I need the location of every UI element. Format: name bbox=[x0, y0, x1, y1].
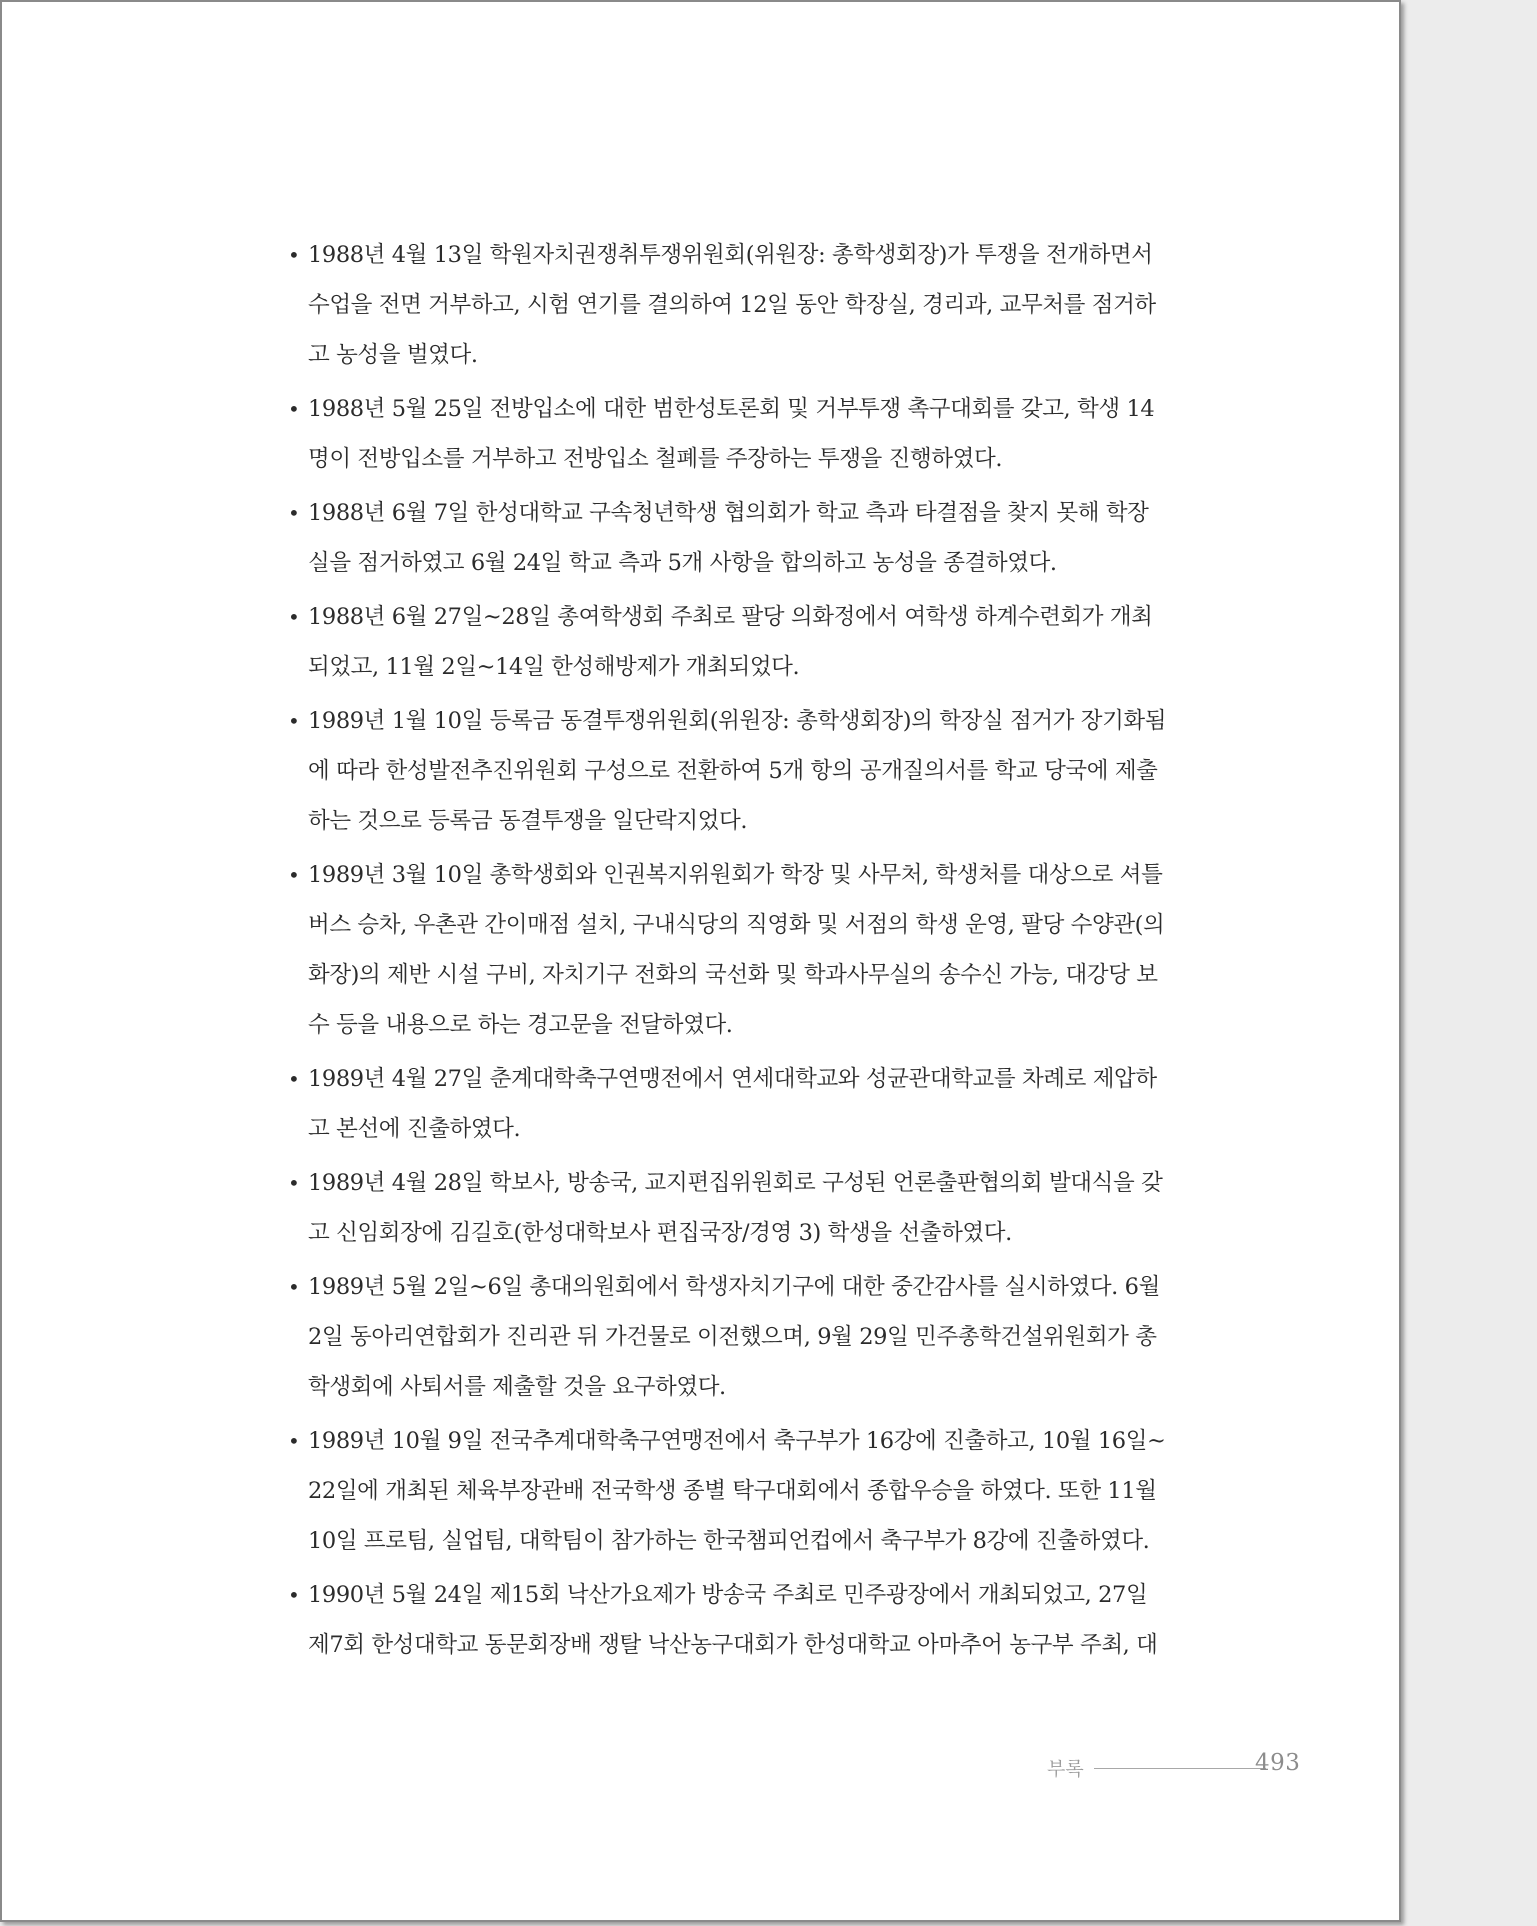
text-line: 2일 동아리연합회가 진리관 뒤 가건물로 이전했으며, 9월 29일 민주총학건설위원회가 총 bbox=[308, 1324, 1157, 1350]
text-line: 1988년 6월 7일 한성대학교 구속청년학생 협의회가 학교 측과 타결점을 찾지 못해 학장 bbox=[308, 500, 1149, 526]
text-line: 고 신임회장에 김길호(한성대학보사 편집국장/경영 3) 학생을 선출하였다. bbox=[308, 1220, 1012, 1246]
text-line: 학생회에 사퇴서를 제출할 것을 요구하였다. bbox=[308, 1374, 726, 1400]
text-line: 10일 프로팀, 실업팀, 대학팀이 참가하는 한국챔피언컵에서 축구부가 8강에 진출하였다. bbox=[308, 1528, 1150, 1554]
list-item bbox=[286, 488, 1221, 588]
list-item bbox=[286, 592, 1221, 692]
list-item bbox=[286, 1416, 1221, 1566]
text-line: 명이 전방입소를 거부하고 전방입소 철폐를 주장하는 투쟁을 진행하였다. bbox=[308, 446, 1003, 472]
bullet-icon: • bbox=[288, 1171, 300, 1195]
page-number: 493 bbox=[1255, 1750, 1301, 1776]
list-item bbox=[286, 696, 1221, 846]
footer-divider bbox=[1094, 1768, 1266, 1769]
text-line: 수 등을 내용으로 하는 경고문을 전달하였다. bbox=[308, 1012, 733, 1038]
list-item bbox=[286, 1262, 1221, 1412]
list-item bbox=[286, 850, 1221, 1050]
text-line: 버스 승차, 우촌관 간이매점 설치, 구내식당의 직영화 및 서점의 학생 운영, 팔당 수양관(의 bbox=[308, 912, 1165, 938]
text-line: 1988년 6월 27일~28일 총여학생회 주최로 팔당 의화정에서 여학생 하계수련회가 개최 bbox=[308, 604, 1153, 630]
text-line: 실을 점거하였고 6월 24일 학교 측과 5개 사항을 합의하고 농성을 종결하였다. bbox=[308, 550, 1057, 576]
text-line: 1989년 3월 10일 총학생회와 인권복지위원회가 학장 및 사무처, 학생처를 대상으로 셔틀 bbox=[308, 862, 1163, 888]
bullet-icon: • bbox=[288, 1583, 300, 1607]
bullet-icon: • bbox=[288, 1429, 300, 1453]
list-item bbox=[286, 230, 1221, 380]
text-line: 22일에 개최된 체육부장관배 전국학생 종별 탁구대회에서 종합우승을 하였다. 또한 11월 bbox=[308, 1478, 1157, 1504]
text-line: 제7회 한성대학교 동문회장배 쟁탈 낙산농구대회가 한성대학교 아마추어 농구부 주최, 대 bbox=[308, 1632, 1158, 1658]
bullet-icon: • bbox=[288, 501, 300, 525]
page-footer bbox=[1047, 1750, 1301, 1780]
text-line: 고 본선에 진출하였다. bbox=[308, 1116, 521, 1142]
footer-section-label: 부록 bbox=[1047, 1758, 1084, 1780]
text-line: 에 따라 한성발전추진위원회 구성으로 전환하여 5개 항의 공개질의서를 학교 당국에 제출 bbox=[308, 758, 1158, 784]
list-item bbox=[286, 1054, 1221, 1154]
text-line: 1989년 4월 28일 학보사, 방송국, 교지편집위원회로 구성된 언론출판협의회 발대식을 갖 bbox=[308, 1170, 1163, 1196]
text-line: 1988년 5월 25일 전방입소에 대한 범한성토론회 및 거부투쟁 촉구대회를 갖고, 학생 14 bbox=[308, 396, 1155, 422]
text-line: 1988년 4월 13일 학원자치권쟁취투쟁위원회(위원장: 총학생회장)가 투쟁을 전개하면서 bbox=[308, 242, 1153, 268]
text-line: 수업을 전면 거부하고, 시험 연기를 결의하여 12일 동안 학장실, 경리과, 교무처를 점거하 bbox=[308, 292, 1156, 318]
bullet-icon: • bbox=[288, 243, 300, 267]
text-line: 고 농성을 벌였다. bbox=[308, 342, 478, 368]
text-line: 1989년 10월 9일 전국추계대학축구연맹전에서 축구부가 16강에 진출하고, 10월 16일~ bbox=[308, 1428, 1166, 1454]
text-line: 화장)의 제반 시설 구비, 자치기구 전화의 국선화 및 학과사무실의 송수신 가능, 대강당 보 bbox=[308, 962, 1158, 988]
text-line: 하는 것으로 등록금 동결투쟁을 일단락지었다. bbox=[308, 808, 748, 834]
list-item bbox=[286, 384, 1221, 484]
list-item bbox=[286, 1158, 1221, 1258]
bullet-icon: • bbox=[288, 709, 300, 733]
text-line: 되었고, 11월 2일~14일 한성해방제가 개최되었다. bbox=[308, 654, 800, 680]
bullet-icon: • bbox=[288, 863, 300, 887]
text-line: 1990년 5월 24일 제15회 낙산가요제가 방송국 주최로 민주광장에서 개최되었고, 27일 bbox=[308, 1582, 1148, 1608]
list-item bbox=[286, 1570, 1221, 1670]
bullet-icon: • bbox=[288, 605, 300, 629]
bullet-list bbox=[286, 230, 1221, 1670]
page-body bbox=[286, 230, 1221, 1674]
text-line: 1989년 5월 2일~6일 총대의원회에서 학생자치기구에 대한 중간감사를 실시하였다. 6월 bbox=[308, 1274, 1160, 1300]
bullet-icon: • bbox=[288, 397, 300, 421]
bullet-icon: • bbox=[288, 1275, 300, 1299]
text-line: 1989년 1월 10일 등록금 동결투쟁위원회(위원장: 총학생회장)의 학장실 점거가 장기화됨 bbox=[308, 708, 1167, 734]
text-line: 1989년 4월 27일 춘계대학축구연맹전에서 연세대학교와 성균관대학교를 차례로 제압하 bbox=[308, 1066, 1157, 1092]
bullet-icon: • bbox=[288, 1067, 300, 1091]
